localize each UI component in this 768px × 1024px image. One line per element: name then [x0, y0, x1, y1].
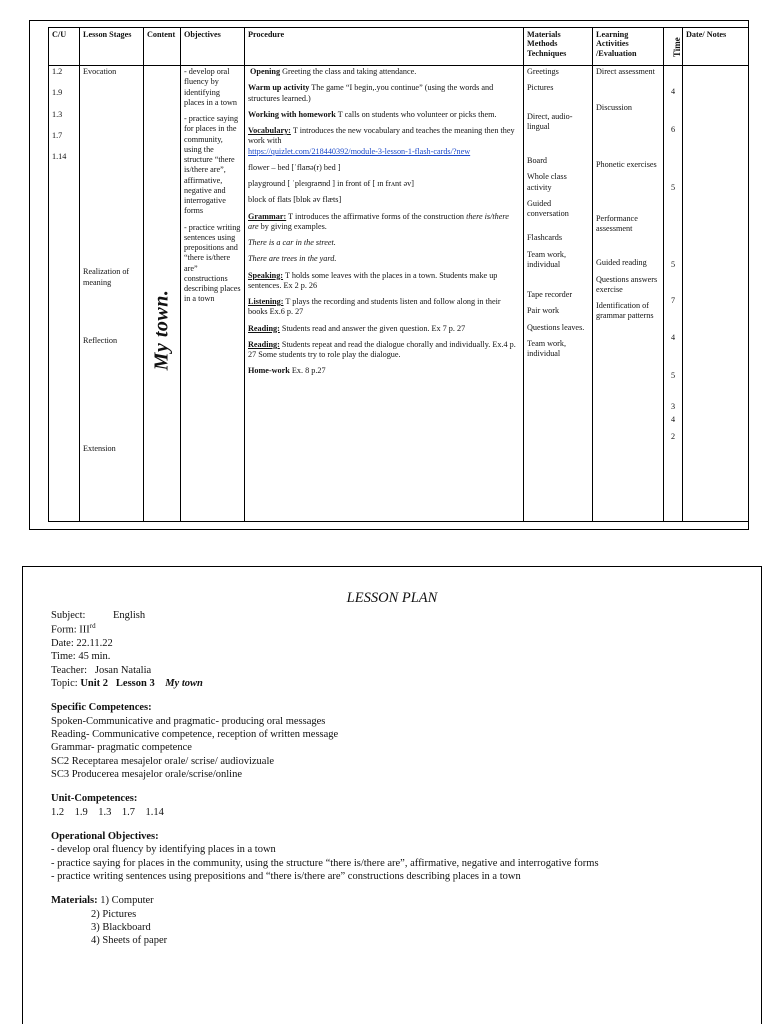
teacher-row: Teacher: Josan Natalia: [51, 664, 152, 676]
quizlet-link[interactable]: https://quizlet.com/218440392/module-3-lesson-1-flash-cards/?new: [248, 146, 471, 156]
cu-value: 1.7: [52, 130, 63, 140]
time-row: Time: 45 min.: [51, 651, 111, 663]
activity-item: Discussion: [596, 103, 632, 113]
materials-list: [51, 908, 751, 948]
time-column: [664, 66, 683, 522]
specific-competences-heading: Specific Competences:: [51, 702, 152, 714]
specific-competence-item: Reading- Communicative competence, reception of written message: [51, 729, 339, 741]
time-value: 5: [670, 370, 676, 380]
specific-competence-item: SC2 Receptarea mesajelor orale/ scrise/ audiovizuale: [51, 755, 275, 767]
content-column: [144, 66, 181, 522]
material-list-item: 2) Pictures: [91, 908, 137, 920]
cu-value: 1.3: [52, 109, 63, 119]
stage-extension: Extension: [83, 444, 116, 453]
material-item: Greetings: [527, 67, 559, 76]
notes-column: [683, 66, 749, 522]
materials-row: Materials: 1) Computer: [51, 895, 154, 907]
operational-objective-item: - develop oral fluency by identifying places in a town: [51, 844, 276, 856]
topic-vertical: My town.: [150, 289, 173, 371]
activities-column: [593, 66, 664, 522]
procedure-listening: Listening: T plays the recording and students listen and follow along in their books Ex.6 p. 27: [248, 297, 501, 317]
header-activities: Learning Activities /Evaluation: [593, 28, 664, 66]
unit-competences-heading: Unit-Competences:: [51, 793, 138, 805]
stages-column: [80, 66, 144, 522]
header-time: Time: [664, 28, 683, 66]
subject-row: Subject: English: [51, 610, 146, 621]
objective-item: - develop oral fluency by identifying places in a town: [184, 67, 237, 107]
material-item: Questions leaves.: [527, 322, 585, 332]
time-value: 4: [670, 415, 676, 424]
procedure-homework-check: Working with homework T calls on students who volunteer or picks them.: [248, 109, 497, 119]
header-notes: Date/ Notes: [683, 28, 749, 66]
header-cu: C/U: [49, 28, 80, 66]
vocab-line: flower – bed [ˈflaʊə(r) bed ]: [248, 162, 341, 172]
vocab-line: playground [ ˈpleɪɡraʊnd ] in front of [ ɪn frʌnt əv]: [248, 179, 414, 188]
material-item: Pair work: [527, 306, 560, 316]
time-value: 2: [670, 432, 676, 442]
stage-realization: Realization of meaning: [83, 267, 130, 287]
material-item: Board: [527, 156, 548, 165]
lesson-plan-table: [48, 27, 749, 522]
material-item: Direct, audio-lingual: [527, 111, 573, 131]
material-item: Guided conversation: [527, 198, 569, 218]
procedure-column: [245, 66, 524, 522]
specific-competence-item: Spoken-Communicative and pragmatic- producing oral messages: [51, 715, 326, 727]
activity-item: Phonetic exercises: [596, 159, 657, 169]
time-value: 4: [670, 333, 676, 343]
grammar-example: There is a car in the street.: [248, 238, 336, 247]
operational-objectives-heading: Operational Objectives:: [51, 831, 159, 843]
material-item: Team work, individual: [527, 338, 566, 358]
material-item: Pictures: [527, 83, 554, 93]
lesson-plan-title: LESSON PLAN: [346, 590, 438, 606]
procedure-reading-2: Reading: Students repeat and read the dialogue chorally and individually. Ex.4 p. 27 Some students try to role play the dialogue.: [248, 339, 516, 359]
stage-evocation: Evocation: [83, 67, 117, 76]
document-page-table: [29, 20, 749, 530]
procedure-homework: Home-work Ex. 8 p.27: [248, 366, 326, 376]
activity-item: Direct assessment: [596, 67, 655, 76]
procedure-reading-1: Reading: Students read and answer the given question. Ex 7 p. 27: [248, 323, 466, 333]
header-content: Content: [144, 28, 181, 66]
material-item: Tape recorder: [527, 290, 573, 299]
activity-item: Guided reading: [596, 258, 647, 268]
procedure-vocabulary: Vocabulary: T introduces the new vocabulary and teaches the meaning then they work with https://quizlet.com/218440392/module-3-lesson-1-flash-cards/?new: [248, 126, 515, 156]
topic-row: Topic: Unit 2 Lesson 3 My town: [51, 678, 203, 690]
activity-item: Questions answers exercise: [596, 274, 658, 294]
operational-objective-item: - practice writing sentences using prepositions and “there is/there are” constructions describing places in a town: [51, 871, 521, 883]
vocab-line: block of flats [blɒk əv flæts]: [248, 195, 342, 205]
materials-column: [524, 66, 593, 522]
time-value: 4: [670, 87, 676, 96]
procedure-speaking: Speaking: T holds some leaves with the places in a town. Students make up sentences. Ex 2 p. 26: [248, 270, 498, 290]
activity-item: Performance assessment: [596, 213, 638, 233]
unit-competences-values: 1.2 1.9 1.3 1.7 1.14: [51, 806, 164, 818]
procedure-warmup: Warm up activity The game “I begin,.you continue” (using the words and structures learned.): [248, 83, 494, 103]
material-item: Flashcards: [527, 233, 563, 243]
activity-item: Identification of grammar patterns: [596, 301, 654, 321]
date-row: Date: 22.11.22: [51, 638, 113, 650]
objective-item: - practice saying for places in the community, using the structure “there is/there are”, affirmative, negative and interrogative forms: [184, 114, 239, 216]
header-materials: Materials Methods Techniques: [524, 28, 593, 66]
time-value: 5: [670, 259, 676, 269]
stage-reflection: Reflection: [83, 335, 118, 345]
operational-objective-item: - practice saying for places in the community, using the structure “there is/there are”, affirmative, negative and interrogative forms: [51, 857, 599, 869]
procedure-opening: Opening Greeting the class and taking attendance.: [250, 67, 417, 76]
specific-competence-item: Grammar- pragmatic competence: [51, 742, 192, 754]
objective-item: - practice writing sentences using prepositions and “there is/there are” constructions describing places in a town: [184, 222, 241, 304]
grammar-example: There are trees in the yard.: [248, 254, 337, 264]
material-list-item: 4) Sheets of paper: [91, 935, 168, 947]
cu-value: 1.14: [52, 152, 67, 161]
lesson-plan-body: [51, 609, 751, 948]
procedure-grammar: Grammar: T introduces the affirmative forms of the construction there is/there are by giving examples.: [248, 211, 509, 231]
time-value: 5: [670, 182, 676, 192]
objectives-column: [181, 66, 245, 522]
cu-value: 1.9: [52, 88, 63, 98]
material-item: Whole class activity: [527, 172, 567, 192]
specific-competence-item: SC3 Producerea mesajelor orale/scrise/online: [51, 769, 242, 781]
cu-value: 1.2: [52, 67, 63, 76]
header-stages: Lesson Stages: [80, 28, 144, 66]
document-page-lesson-plan: [22, 566, 762, 1024]
form-row: Form: IIIrd: [51, 622, 96, 636]
material-list-item: 3) Blackboard: [91, 922, 151, 934]
time-value: 6: [670, 125, 676, 135]
cu-column: [49, 66, 80, 522]
material-item: Team work, individual: [527, 249, 566, 269]
time-value: 3: [670, 401, 676, 411]
header-objectives: Objectives: [181, 28, 245, 66]
time-value: 7: [670, 296, 676, 305]
header-procedure: Procedure: [245, 28, 524, 66]
